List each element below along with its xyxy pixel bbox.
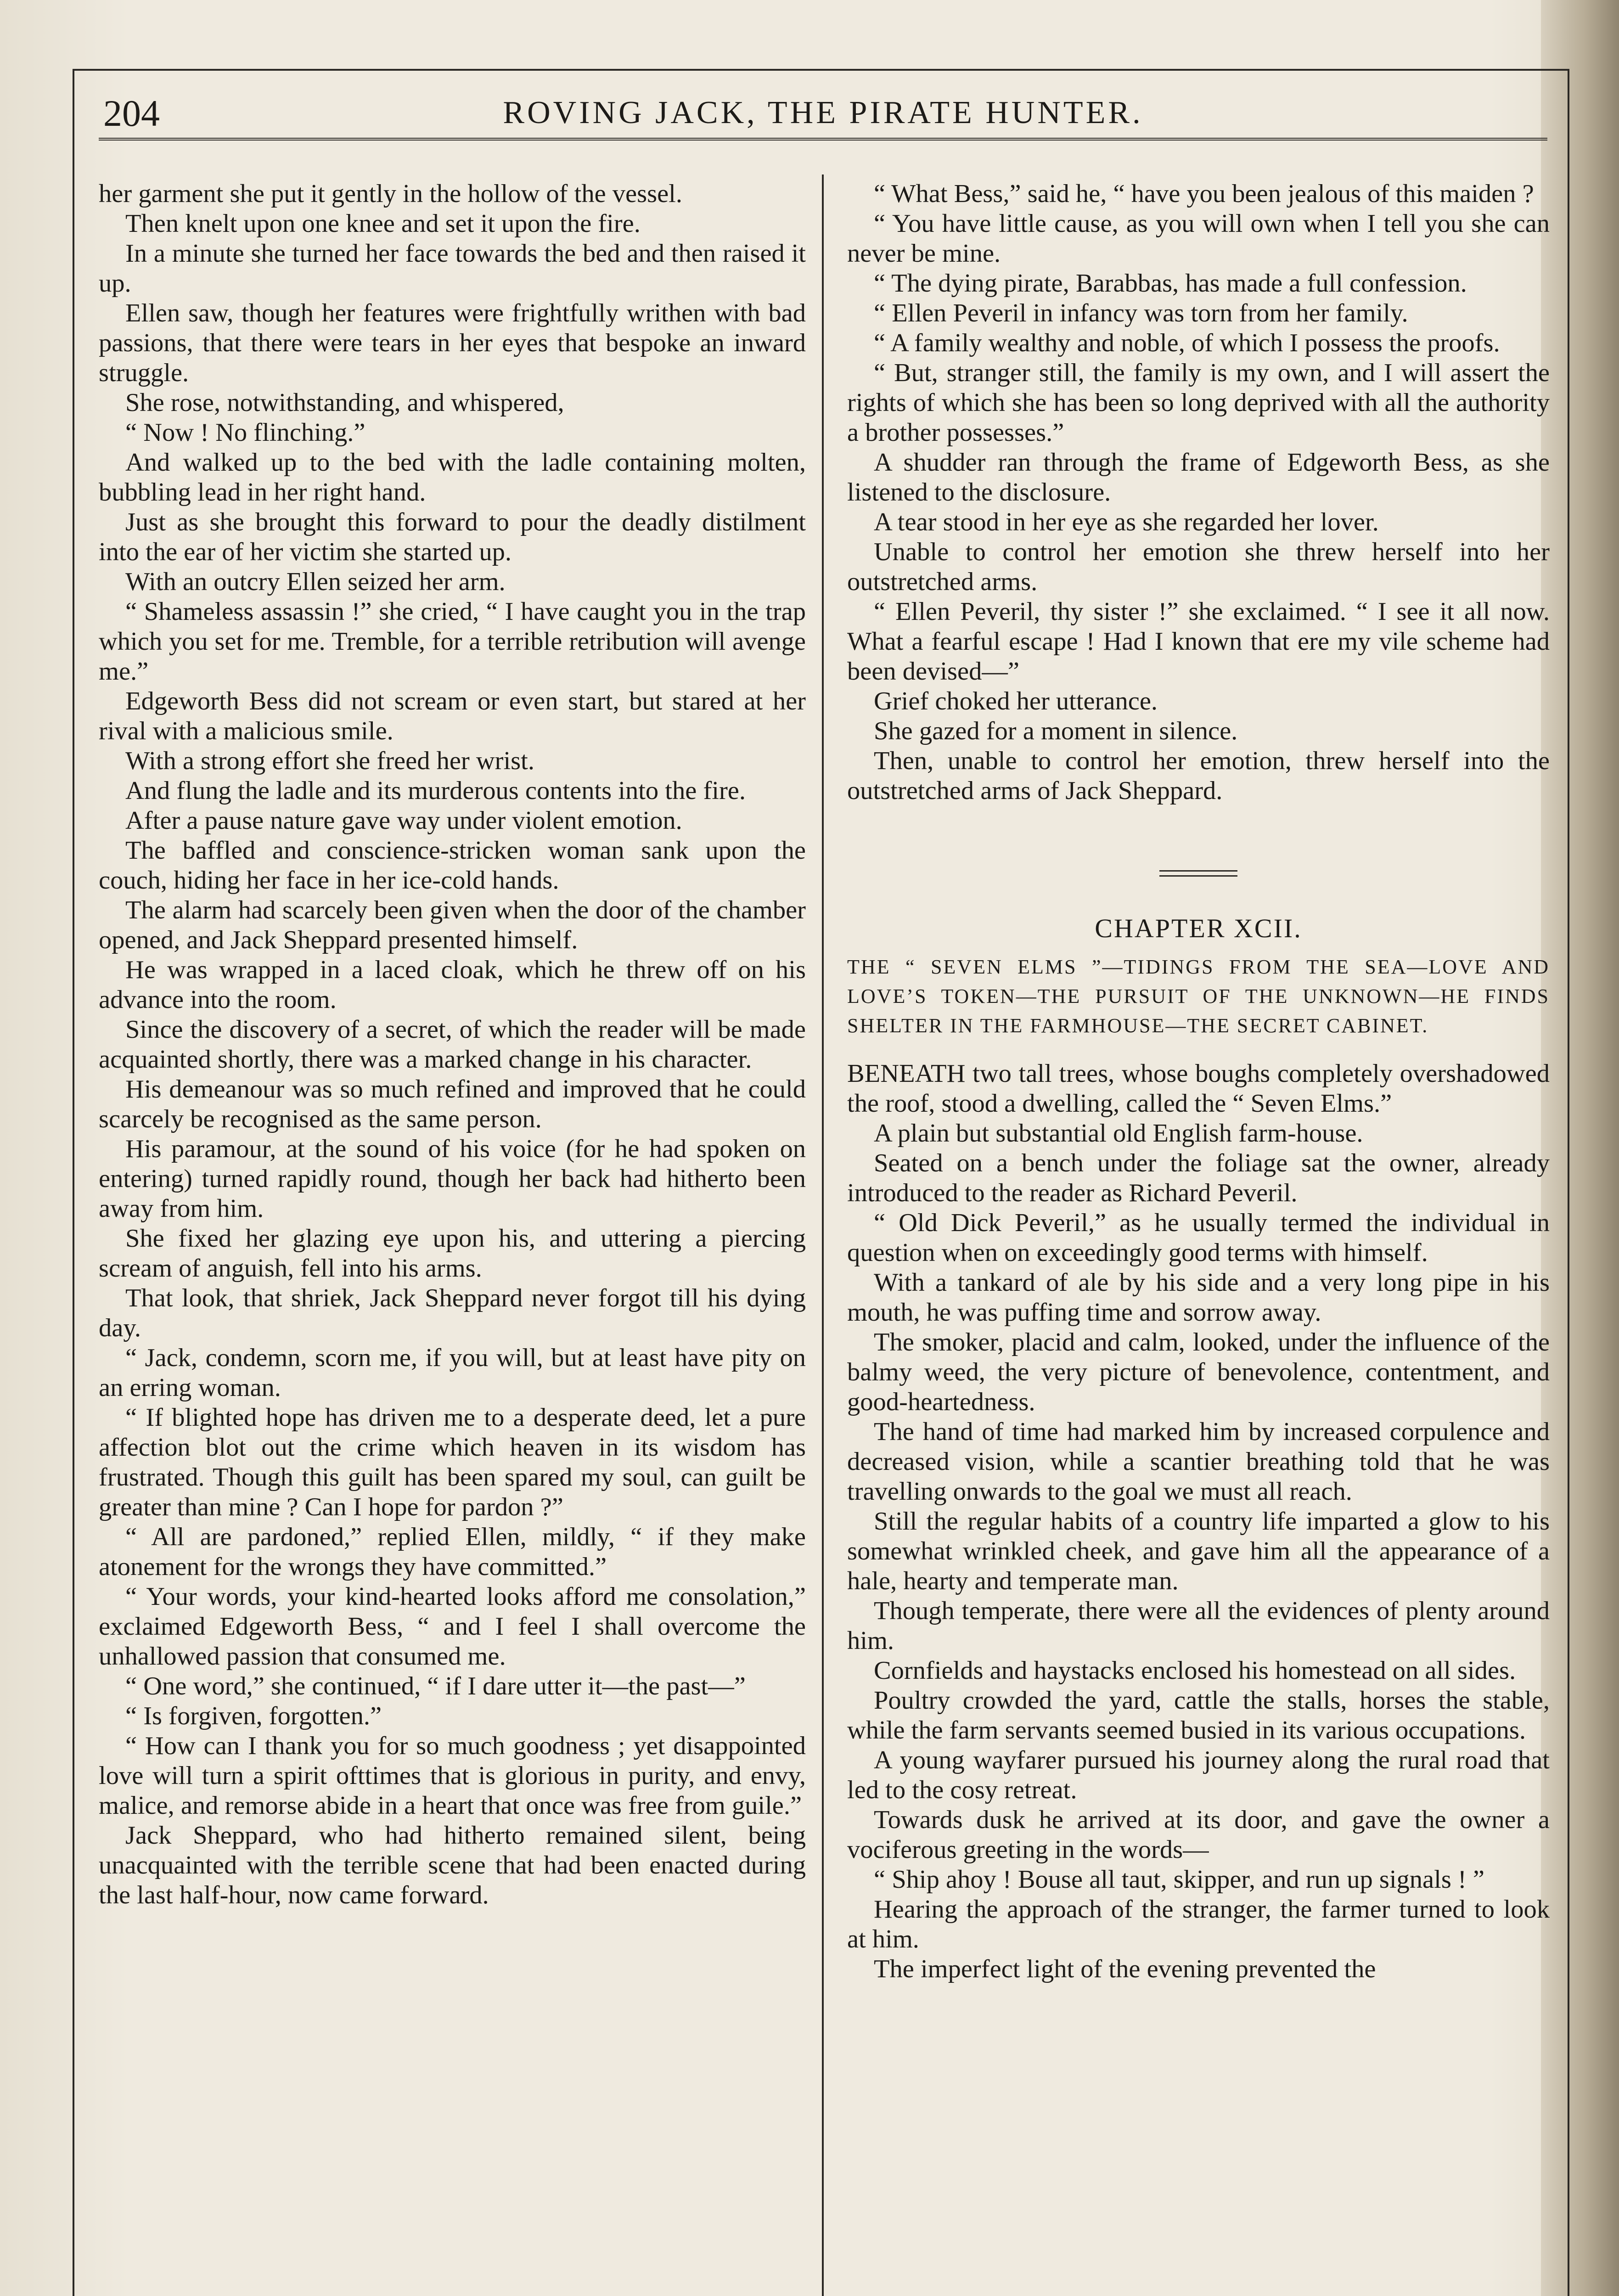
- paragraph: Edgeworth Bess did not scream or even start, but stared at her rival with a malicious smile.: [99, 687, 806, 745]
- paragraph: “ What Bess,” said he, “ have you been jealous of this maiden ?: [874, 180, 1534, 208]
- paragraph: Then, unable to control her emotion, threw herself into the outstretched arms of Jack Sheppard.: [847, 747, 1550, 805]
- paragraph: That look, that shriek, Jack Sheppard never forgot till his dying day.: [99, 1284, 806, 1342]
- paragraph: Unable to control her emotion she threw herself into her outstretched arms.: [847, 538, 1550, 596]
- paragraph: With a strong effort she freed her wrist.: [125, 747, 534, 775]
- paragraph: Poultry crowded the yard, cattle the stalls, horses the stable, while the farm servants seemed busied in its various occupations.: [847, 1686, 1550, 1745]
- paragraph: His paramour, at the sound of his voice (for he had spoken on entering) turned rapidly round, though her back had hitherto been away from him.: [99, 1135, 806, 1223]
- paragraph: Since the discovery of a secret, of which the reader will be made acquainted shortly, there was a marked change in his character.: [99, 1015, 806, 1074]
- paragraph: A shudder ran through the frame of Edgeworth Bess, as she listened to the disclosure.: [847, 448, 1550, 506]
- page-number: 204: [103, 92, 160, 134]
- column-divider: [822, 174, 824, 2296]
- paragraph: “ The dying pirate, Barabbas, has made a full confession.: [874, 269, 1467, 298]
- paragraph: her garment she put it gently in the hollow of the vessel.: [99, 180, 682, 208]
- paragraph: With a tankard of ale by his side and a very long pipe in his mouth, he was puffing time and sorrow away.: [847, 1268, 1550, 1327]
- left-column: [99, 179, 806, 2296]
- paragraph: The baffled and conscience-stricken woman sank upon the couch, hiding her face in her ice-cold hands.: [99, 836, 806, 895]
- paragraph: In a minute she turned her face towards the bed and then raised it up.: [99, 239, 806, 298]
- paragraph: A young wayfarer pursued his journey along the rural road that led to the cosy retreat.: [847, 1746, 1550, 1804]
- paragraph: The imperfect light of the evening prevented the: [874, 1955, 1376, 1983]
- paragraph: His demeanour was so much refined and improved that he could scarcely be recognised as the same person.: [99, 1075, 806, 1133]
- paragraph: Though temperate, there were all the evidences of plenty around him.: [847, 1597, 1550, 1655]
- paragraph: Jack Sheppard, who had hitherto remained silent, being unacquainted with the terrible scene that had been enacted during the last half-hour, now came forward.: [99, 1821, 806, 1909]
- paragraph: “ One word,” she continued, “ if I dare utter it—the past—”: [125, 1672, 746, 1700]
- paragraph: Cornfields and haystacks enclosed his homestead on all sides.: [874, 1656, 1516, 1685]
- running-title: ROVING JACK, THE PIRATE HUNTER.: [503, 95, 1143, 130]
- paragraph: She gazed for a moment in silence.: [874, 717, 1238, 745]
- paragraph: After a pause nature gave way under violent emotion.: [125, 806, 682, 835]
- paragraph: “ But, stranger still, the family is my own, and I will assert the rights of which she has been so long deprived with all the authority a brother possesses.”: [847, 359, 1550, 447]
- paragraph: “ Is forgiven, forgotten.”: [125, 1702, 382, 1730]
- paragraph: “ Ellen Peveril in infancy was torn from her family.: [874, 299, 1408, 327]
- paragraph: And flung the ladle and its murderous contents into the fire.: [125, 777, 746, 805]
- section-rule: [1159, 870, 1237, 877]
- paragraph: “ Old Dick Peveril,” as he usually termed the individual in question when on exceedingly good terms with himself.: [847, 1209, 1550, 1267]
- paragraph: “ Now ! No flinching.”: [125, 418, 365, 447]
- paragraph: And walked up to the bed with the ladle containing molten, bubbling lead in her right hand.: [99, 448, 806, 506]
- right-column: [847, 179, 1550, 2296]
- paragraph: Hearing the approach of the stranger, the farmer turned to look at him.: [847, 1895, 1550, 1953]
- paragraph: A tear stood in her eye as she regarded her lover.: [874, 508, 1379, 536]
- paragraph: Still the regular habits of a country life imparted a glow to his somewhat wrinkled cheek, and gave him all the appearance of a hale, hearty and temperate man.: [847, 1507, 1550, 1595]
- paragraph: Ellen saw, though her features were frightfully writhen with bad passions, that there were tears in her eyes that bespoke an inward struggle.: [99, 299, 806, 387]
- paragraph: “ You have little cause, as you will own when I tell you she can never be mine.: [847, 209, 1550, 268]
- paragraph: “ A family wealthy and noble, of which I possess the proofs.: [874, 329, 1500, 357]
- paragraph: “ If blighted hope has driven me to a desperate deed, let a pure affection blot out the crime which heaven in its wisdom has frustrated. Though this guilt has been spared my soul, can guilt be greater than mine ? Can I hope for pardon ?”: [99, 1403, 806, 1521]
- paragraph: Then knelt upon one knee and set it upon the fire.: [125, 209, 641, 238]
- paragraph: The alarm had scarcely been given when the door of the chamber opened, and Jack Sheppard presented himself.: [99, 896, 806, 954]
- paragraph: Grief choked her utterance.: [874, 687, 1158, 715]
- paragraph: “ Ship ahoy ! Bouse all taut, skipper, and run up signals ! ”: [874, 1865, 1484, 1894]
- paragraph: She fixed her glazing eye upon his, and uttering a piercing scream of anguish, fell into his arms.: [99, 1224, 806, 1283]
- paragraph: BENEATH two tall trees, whose boughs completely overshadowed the roof, stood a dwelling, called the “ Seven Elms.”: [847, 1059, 1550, 1118]
- paragraph: “ Your words, your kind-hearted looks afford me consolation,” exclaimed Edgeworth Bess, “ and I feel I shall overcome the unhallowed passion that consumed me.: [99, 1582, 806, 1671]
- chapter-heading: CHAPTER XCII.: [1095, 913, 1302, 943]
- paragraph: Seated on a bench under the foliage sat the owner, already introduced to the reader as Richard Peveril.: [847, 1149, 1550, 1207]
- paragraph: With an outcry Ellen seized her arm.: [125, 568, 506, 596]
- paragraph: “ How can I thank you for so much goodness ; yet disappointed love will turn a spirit ofttimes that is glorious in purity, and envy, malice, and remorse abide in a heart that once was free from guile.”: [99, 1732, 806, 1820]
- paragraph: “ All are pardoned,” replied Ellen, mildly, “ if they make atonement for the wrongs they have committed.”: [99, 1523, 806, 1581]
- paragraph: “ Shameless assassin !” she cried, “ I have caught you in the trap which you set for me. Tremble, for a terrible retribution will avenge me.”: [99, 597, 806, 686]
- chapter-summary: THE “ SEVEN ELMS ”—TIDINGS FROM THE SEA—LOVE AND LOVE’S TOKEN—THE PURSUIT OF THE UNKNOWN—HE FINDS SHELTER IN THE FARMHOUSE—THE SECRET CABINET.: [847, 956, 1550, 1037]
- paragraph: He was wrapped in a laced cloak, which he threw off on his advance into the room.: [99, 956, 806, 1014]
- paragraph: The hand of time had marked him by increased corpulence and decreased vision, while a scantier breathing told that he was travelling onwards to the goal we must all reach.: [847, 1418, 1550, 1506]
- paragraph: She rose, notwithstanding, and whispered,: [125, 388, 564, 417]
- paragraph: “ Jack, condemn, scorn me, if you will, but at least have pity on an erring woman.: [99, 1344, 806, 1402]
- running-header: [99, 87, 1547, 141]
- paragraph: Towards dusk he arrived at its door, and gave the owner a vociferous greeting in the words—: [847, 1806, 1550, 1864]
- paragraph: A plain but substantial old English farm-house.: [874, 1119, 1363, 1148]
- paragraph: Just as she brought this forward to pour the deadly distilment into the ear of her victim she started up.: [99, 508, 806, 566]
- paragraph: “ Ellen Peveril, thy sister !” she exclaimed. “ I see it all now. What a fearful escape ! Had I known that ere my vile scheme had been devised—”: [847, 597, 1550, 686]
- paragraph: The smoker, placid and calm, looked, under the influence of the balmy weed, the very picture of benevolence, contentment, and good-heartedness.: [847, 1328, 1550, 1416]
